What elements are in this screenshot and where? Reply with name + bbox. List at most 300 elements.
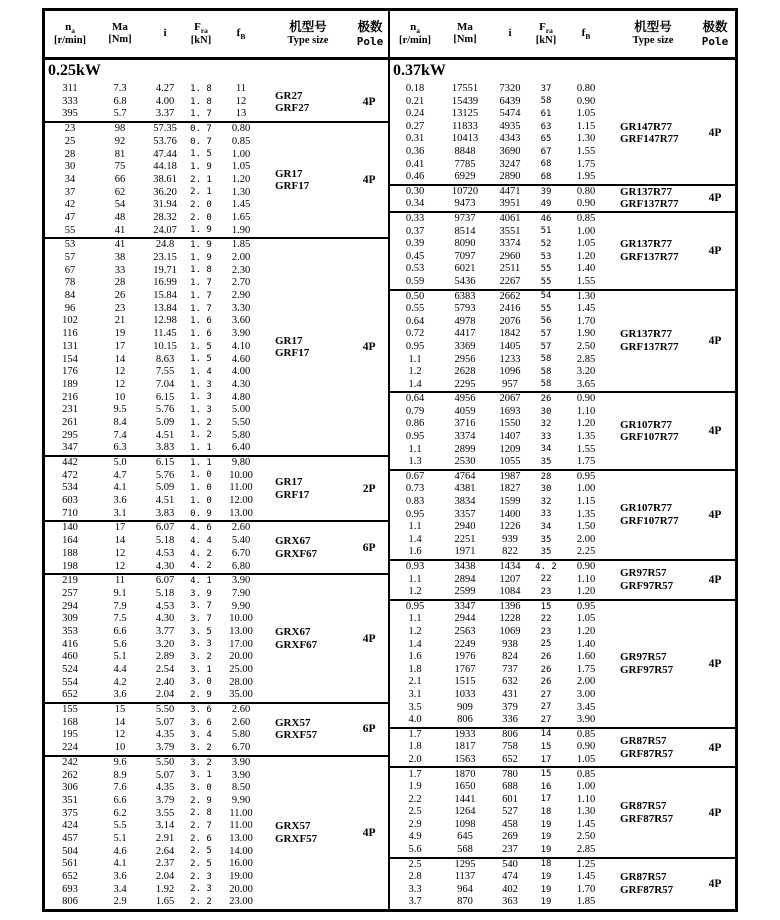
cell-i: 1434	[499, 561, 521, 573]
cell-ma: 12	[114, 547, 126, 559]
cell-fb: 35.00	[229, 689, 253, 701]
cell-i: 6439	[499, 95, 521, 107]
cell-ma: 8514	[454, 225, 476, 237]
column-header-label: 机型号	[289, 20, 327, 35]
cell-na: 1.4	[408, 638, 422, 650]
cell-i: 1055	[499, 456, 521, 468]
cell-fb: 1.75	[576, 663, 596, 675]
table-row	[45, 328, 265, 341]
table-row	[45, 896, 265, 909]
cell-i: 5.76	[155, 404, 175, 416]
cell-fra: 1. 9	[190, 161, 212, 172]
cell-fra: 1. 4	[190, 366, 212, 377]
cell-i: 19.71	[153, 264, 177, 276]
cell-fb: 0.85	[576, 728, 596, 740]
table-row	[45, 161, 265, 174]
table-row	[390, 393, 610, 406]
type-size-cell	[610, 186, 696, 211]
cell-na: 1.2	[408, 586, 422, 598]
type-size-section	[390, 727, 735, 767]
cell-i: 336	[502, 714, 518, 726]
cell-na: 53	[64, 239, 76, 251]
pole-cell: 2P	[362, 482, 376, 495]
cell-fra: 28	[540, 471, 552, 482]
cell-na: 198	[62, 560, 78, 572]
table-row	[45, 457, 265, 470]
section-rows	[45, 757, 265, 909]
cell-fra: 2. 3	[190, 871, 212, 882]
table-row	[390, 379, 610, 392]
table-row	[390, 521, 610, 534]
cell-fb: 0.90	[576, 393, 596, 405]
type-size-label: GR137R77	[620, 238, 672, 251]
cell-ma: 9737	[454, 212, 476, 224]
cell-ma: 28	[114, 277, 126, 289]
pole-cell: 4P	[708, 244, 722, 257]
table-row	[390, 406, 610, 419]
cell-fra: 39	[540, 186, 552, 197]
table-row	[390, 626, 610, 639]
cell-na: 0.24	[405, 108, 425, 120]
cell-fra: 4. 6	[190, 523, 212, 534]
table-row	[390, 613, 610, 626]
cell-ma: 1817	[454, 741, 476, 753]
table-row	[390, 276, 610, 289]
cell-i: 2.04	[155, 871, 175, 883]
cell-fra: 19	[540, 819, 552, 830]
table-row	[45, 717, 265, 730]
type-size-section	[390, 184, 735, 211]
cell-ma: 3.6	[113, 495, 127, 507]
cell-ma: 1137	[454, 871, 476, 883]
pole-cell: 4P	[362, 96, 376, 109]
table-body	[45, 83, 388, 909]
cell-ma: 21	[114, 315, 126, 327]
type-size-cell	[610, 213, 696, 289]
cell-fra: 4. 2	[190, 561, 212, 572]
cell-i: 6.07	[155, 575, 175, 587]
type-size-section	[45, 702, 388, 755]
cell-na: 4.0	[408, 714, 422, 726]
cell-fra: 2. 1	[190, 174, 212, 185]
cell-ma: 6.6	[113, 794, 127, 806]
cell-ma: 41	[114, 239, 126, 251]
cell-na: 78	[64, 277, 76, 289]
table-row	[390, 561, 610, 574]
type-size-cell	[610, 768, 696, 856]
cell-na: 42	[64, 199, 76, 211]
cell-fb: 3.60	[231, 315, 251, 327]
cell-ma: 2944	[454, 613, 476, 625]
cell-i: 632	[502, 676, 518, 688]
cell-fra: 23	[540, 626, 552, 637]
cell-ma: 3357	[454, 508, 476, 520]
cell-fra: 18	[540, 807, 552, 818]
panel-0-37kw	[390, 11, 735, 909]
cell-fra: 26	[540, 664, 552, 675]
table-row	[45, 820, 265, 833]
table-row	[45, 123, 265, 136]
column-header-label: 极数	[357, 19, 383, 34]
table-row	[390, 714, 610, 727]
cell-i: 3.79	[155, 742, 175, 754]
cell-i: 2067	[499, 393, 521, 405]
cell-i: 939	[502, 533, 518, 545]
cell-i: 31.94	[153, 199, 177, 211]
type-size-label: GR147R77	[620, 120, 672, 133]
cell-fb: 1.05	[576, 753, 596, 765]
table-row	[390, 871, 610, 884]
cell-fra: 67	[540, 146, 552, 157]
cell-fb: 6.70	[231, 742, 251, 754]
column-header-label: Ma	[112, 21, 128, 34]
section-rows	[390, 729, 610, 767]
cell-ma: 10	[114, 742, 126, 754]
cell-fb: 9.90	[231, 600, 251, 612]
cell-ma: 5793	[454, 303, 476, 315]
cell-i: 2.64	[155, 845, 175, 857]
cell-ma: 15	[114, 704, 126, 716]
cell-fb: 28.00	[229, 676, 253, 688]
cell-fb: 1.20	[231, 173, 251, 185]
cell-ma: 1976	[454, 651, 476, 663]
cell-fb: 1.00	[576, 483, 596, 495]
table-row	[45, 757, 265, 770]
cell-ma: 8.9	[113, 769, 127, 781]
cell-na: 0.83	[405, 496, 425, 508]
table-row	[390, 146, 610, 159]
cell-i: 4061	[499, 212, 521, 224]
cell-fra: 1. 1	[190, 443, 212, 454]
cell-fra: 1. 6	[190, 316, 212, 327]
cell-i: 2.37	[155, 858, 175, 870]
table-row	[45, 379, 265, 392]
cell-fra: 17	[540, 754, 552, 765]
cell-na: 351	[62, 794, 78, 806]
cell-fra: 22	[540, 574, 552, 585]
cell-i: 1987	[499, 470, 521, 482]
table-row	[45, 199, 265, 212]
cell-ma: 1563	[454, 753, 476, 765]
cell-ma: 2940	[454, 521, 476, 533]
cell-fb: 1.45	[231, 199, 251, 211]
cell-na: 23	[64, 123, 76, 135]
type-size-section	[390, 857, 735, 909]
cell-na: 257	[62, 587, 78, 599]
cell-ma: 1933	[454, 728, 476, 740]
table-row	[45, 677, 265, 690]
column-header-label: $n_a$	[65, 20, 75, 35]
type-size-label: GRF137R77	[620, 340, 679, 353]
cell-i: 24.8	[155, 239, 175, 251]
cell-fb: 1.35	[576, 431, 596, 443]
table-row	[390, 96, 610, 109]
cell-na: 0.64	[405, 315, 425, 327]
cell-fb: 9.80	[231, 457, 251, 469]
type-size-cell	[610, 83, 696, 184]
table-row	[390, 198, 610, 211]
column-header-pole	[696, 20, 734, 48]
cell-na: 0.95	[405, 340, 425, 352]
cell-fb: 12.00	[229, 495, 253, 507]
cell-na: 693	[62, 883, 78, 895]
type-size-section	[45, 755, 388, 909]
column-header-label: $f_B$	[236, 26, 246, 42]
cell-na: 0.33	[405, 212, 425, 224]
cell-i: 57.35	[153, 123, 177, 135]
cell-fra: 3. 2	[190, 742, 212, 753]
cell-i: 780	[502, 768, 518, 780]
cell-i: 601	[502, 793, 518, 805]
cell-i: 4.53	[155, 547, 175, 559]
cell-na: 219	[62, 575, 78, 587]
cell-ma: 98	[114, 123, 126, 135]
cell-na: 0.27	[405, 120, 425, 132]
cell-fb: 2.90	[231, 290, 251, 302]
column-header-row	[390, 11, 735, 60]
cell-i: 4.27	[155, 83, 175, 95]
cell-ma: 1870	[454, 768, 476, 780]
table-row	[45, 651, 265, 664]
cell-fb: 10.00	[229, 469, 253, 481]
cell-fra: 3. 7	[190, 614, 212, 625]
cell-ma: 964	[457, 883, 473, 895]
cell-fra: 3. 0	[190, 677, 212, 688]
cell-fb: 1.45	[576, 818, 596, 830]
type-size-cell	[265, 83, 350, 121]
cell-ma: 568	[457, 844, 473, 856]
cell-fra: 3. 5	[190, 626, 212, 637]
cell-fb: 11.00	[229, 820, 253, 832]
cell-fb: 2.60	[231, 716, 251, 728]
cell-i: 7.55	[155, 366, 175, 378]
column-header-unit: Pole	[356, 34, 384, 48]
table-row	[45, 601, 265, 614]
table-row	[45, 884, 265, 897]
table-row	[390, 251, 610, 264]
type-size-section	[390, 766, 735, 856]
cell-i: 8.63	[155, 353, 175, 365]
cell-ma: 4956	[454, 393, 476, 405]
cell-ma: 11	[114, 575, 126, 587]
table-row	[45, 858, 265, 871]
cell-fra: 15	[540, 601, 552, 612]
cell-ma: 2530	[454, 456, 476, 468]
cell-fb: 13.00	[229, 507, 253, 519]
cell-ma: 26	[114, 290, 126, 302]
cell-i: 2.40	[155, 676, 175, 688]
cell-ma: 12	[114, 366, 126, 378]
column-header-i	[490, 27, 530, 40]
cell-ma: 806	[457, 714, 473, 726]
cell-fra: 2. 0	[190, 200, 212, 211]
cell-na: 1.7	[408, 728, 422, 740]
cell-i: 527	[502, 806, 518, 818]
cell-fra: 4. 4	[190, 535, 212, 546]
cell-ma: 909	[457, 701, 473, 713]
cell-ma: 2.9	[113, 896, 127, 908]
type-size-label: GR17	[275, 476, 303, 489]
cell-fb: 0.90	[576, 561, 596, 573]
cell-ma: 2563	[454, 625, 476, 637]
table-row	[390, 546, 610, 559]
section-rows	[390, 768, 610, 856]
cell-fb: 1.10	[576, 573, 596, 585]
cell-fb: 0.90	[576, 741, 596, 753]
cell-na: 395	[62, 108, 78, 120]
type-size-label: GRF147R77	[620, 133, 679, 146]
table-row	[390, 366, 610, 379]
table-row	[390, 664, 610, 677]
cell-ma: 15439	[451, 95, 479, 107]
type-size-label: GRF87R57	[620, 883, 674, 896]
cell-fb: 0.85	[576, 768, 596, 780]
cell-fra: 54	[540, 291, 552, 302]
cell-i: 1693	[499, 405, 521, 417]
cell-na: 189	[62, 378, 78, 390]
cell-fra: 2. 3	[190, 884, 212, 895]
cell-fb: 1.10	[576, 793, 596, 805]
column-header-unit: Pole	[701, 34, 729, 48]
cell-na: 195	[62, 729, 78, 741]
column-header-label: Ma	[457, 21, 473, 34]
cell-fra: 3. 7	[190, 601, 212, 612]
cell-na: 67	[64, 264, 76, 276]
type-size-cell	[265, 757, 350, 909]
table-row	[45, 704, 265, 717]
cell-i: 1827	[499, 483, 521, 495]
cell-i: 5.18	[155, 587, 175, 599]
cell-fra: 2. 7	[190, 821, 212, 832]
cell-ma: 81	[114, 148, 126, 160]
type-size-cell	[265, 457, 350, 520]
cell-na: 652	[62, 871, 78, 883]
cell-i: 1096	[499, 366, 521, 378]
cell-ma: 3.4	[113, 883, 127, 895]
column-header-unit: [Nm]	[108, 34, 132, 46]
type-size-label: GRF137R77	[620, 198, 679, 211]
cell-fra: 2. 2	[190, 897, 212, 908]
cell-na: 1.9	[408, 781, 422, 793]
cell-i: 44.18	[153, 161, 177, 173]
cell-fra: 0. 9	[190, 508, 212, 519]
type-size-section	[45, 121, 388, 237]
type-size-cell	[265, 123, 350, 237]
cell-i: 1405	[499, 340, 521, 352]
section-rows	[45, 83, 265, 121]
table-row	[45, 252, 265, 265]
cell-fra: 33	[540, 509, 552, 520]
column-header-type-size	[265, 20, 351, 48]
section-rows	[390, 291, 610, 392]
section-rows	[390, 859, 610, 909]
cell-fb: 1.55	[576, 275, 596, 287]
cell-i: 4.51	[155, 495, 175, 507]
cell-i: 5.76	[155, 469, 175, 481]
type-size-section	[45, 455, 388, 520]
table-row	[390, 471, 610, 484]
cell-i: 652	[502, 753, 518, 765]
type-size-label: GR87R57	[620, 800, 667, 813]
cell-fb: 0.80	[576, 185, 596, 197]
pole-cell: 4P	[708, 806, 722, 819]
cell-ma: 19	[114, 328, 126, 340]
type-size-cell	[610, 291, 696, 392]
section-rows	[45, 457, 265, 520]
cell-fra: 4. 1	[190, 575, 212, 586]
table-row	[390, 844, 610, 857]
cell-i: 1069	[499, 625, 521, 637]
cell-na: 1.1	[408, 613, 422, 625]
cell-na: 25	[64, 135, 76, 147]
cell-ma: 38	[114, 252, 126, 264]
table-row	[45, 795, 265, 808]
cell-ma: 17	[114, 340, 126, 352]
column-header-type-size	[610, 20, 696, 48]
cell-ma: 5.5	[113, 820, 127, 832]
cell-ma: 3374	[454, 431, 476, 443]
cell-i: 53.76	[153, 135, 177, 147]
section-rows	[45, 704, 265, 755]
cell-i: 2416	[499, 303, 521, 315]
pole-cell: 4P	[362, 174, 376, 187]
cell-fra: 35	[540, 534, 552, 545]
cell-na: 306	[62, 782, 78, 794]
cell-i: 23.15	[153, 252, 177, 264]
cell-fra: 0. 7	[190, 136, 212, 147]
cell-na: 353	[62, 625, 78, 637]
cell-fra: 14	[540, 729, 552, 740]
cell-fb: 1.05	[231, 161, 251, 173]
cell-fb: 1.50	[576, 521, 596, 533]
cell-ma: 48	[114, 211, 126, 223]
cell-na: 0.93	[405, 561, 425, 573]
table-row	[45, 871, 265, 884]
cell-i: 431	[502, 688, 518, 700]
cell-na: 0.95	[405, 508, 425, 520]
table-row	[45, 148, 265, 161]
table-row	[45, 482, 265, 495]
cell-i: 13.84	[153, 302, 177, 314]
cell-i: 38.61	[153, 173, 177, 185]
cell-i: 1207	[499, 573, 521, 585]
cell-fra: 3. 2	[190, 652, 212, 663]
type-size-label: GR97R57	[620, 567, 667, 580]
cell-i: 6.07	[155, 522, 175, 534]
cell-i: 2662	[499, 290, 521, 302]
column-header-label: $F_{ra}$	[539, 20, 553, 35]
cell-ma: 645	[457, 831, 473, 843]
table-row	[390, 418, 610, 431]
cell-na: 2.2	[408, 793, 422, 805]
cell-ma: 6929	[454, 171, 476, 183]
column-header-label: $n_a$	[410, 20, 420, 35]
cell-i: 7320	[499, 83, 521, 95]
cell-i: 5.07	[155, 769, 175, 781]
type-size-section	[390, 289, 735, 392]
cell-na: 154	[62, 353, 78, 365]
cell-fra: 3. 4	[190, 730, 212, 741]
cell-i: 3951	[499, 198, 521, 210]
cell-fra: 63	[540, 121, 552, 132]
column-header-unit: [r/min]	[53, 34, 87, 46]
pole-cell: 4P	[708, 741, 722, 754]
cell-fra: 1. 9	[190, 252, 212, 263]
cell-i: 15.84	[153, 290, 177, 302]
cell-fra: 1. 3	[190, 405, 212, 416]
cell-i: 16.99	[153, 277, 177, 289]
cell-fra: 3. 6	[190, 717, 212, 728]
